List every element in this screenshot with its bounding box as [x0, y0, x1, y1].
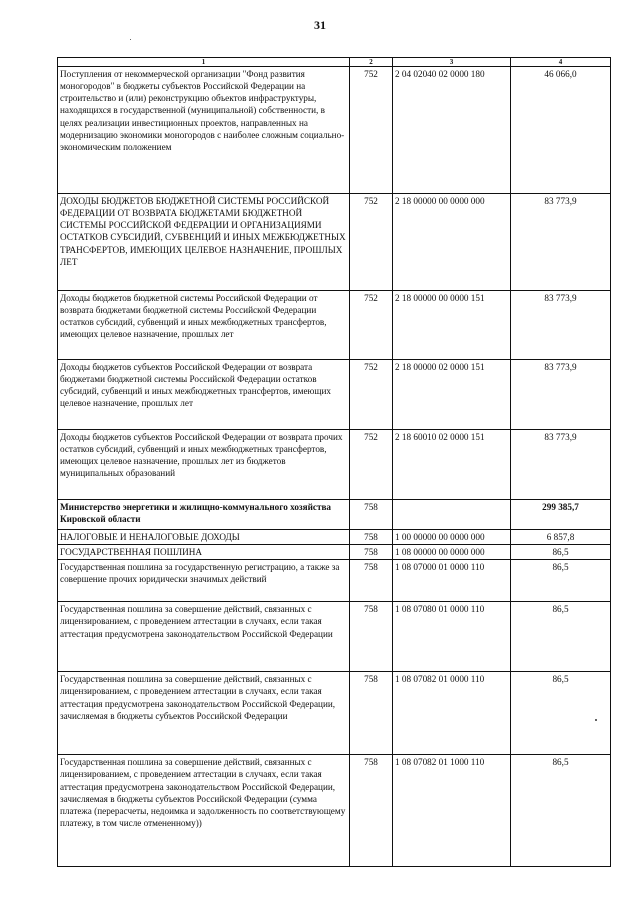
table-row [58, 430, 611, 500]
row-name: Государственная пошлина за совершение действий, связанных с лицензированием, с проведением аттестации в случаях, если такая аттестация предусмотрена законодательством Российской Федерации [58, 602, 350, 672]
row-name: Государственная пошлина за государственную регистрацию, а также за совершение прочих юридически значимых действий [58, 560, 350, 602]
row-admin-code: 758 [350, 560, 393, 602]
row-amount: 86,5 [511, 672, 611, 755]
row-name: Министерство энергетики и жилищно-коммунального хозяйства Кировской области [58, 500, 350, 530]
column-number-row [58, 58, 611, 67]
row-admin-code: 752 [350, 194, 393, 291]
row-budget-code: 1 08 07082 01 0000 110 [393, 672, 511, 755]
table-row [58, 602, 611, 672]
table-row [58, 360, 611, 430]
table-row [58, 530, 611, 545]
row-amount: 83 773,9 [511, 430, 611, 500]
row-name: Государственная пошлина за совершение действий, связанных с лицензированием, с проведением аттестации в случаях, если такая аттестация предусмотрена законодательством Российской Федерации, зачисляемая в бюджеты субъектов Российской Федерации (сумма платежа (перерасчеты, недоимка и задолженность по соответствующему платежу, в том числе отмененному)) [58, 755, 350, 867]
table-row [58, 291, 611, 360]
row-budget-code: 2 18 00000 02 0000 151 [393, 360, 511, 430]
column-number: 3 [393, 58, 511, 67]
row-admin-code: 758 [350, 602, 393, 672]
row-amount: 46 066,0 [511, 67, 611, 194]
row-name: Доходы бюджетов субъектов Российской Федерации от возврата бюджетами бюджетной системы Российской Федерации остатков субсидий, субвенций и иных межбюджетных трансфертов, имеющих целевое назначение, прошлых лет [58, 360, 350, 430]
row-budget-code: 2 18 00000 00 0000 151 [393, 291, 511, 360]
table-row [58, 672, 611, 755]
column-number: 4 [511, 58, 611, 67]
row-name: Доходы бюджетов субъектов Российской Федерации от возврата прочих остатков субсидий, субвенций и иных межбюджетных трансфертов, имеющих целевое назначение, прошлых лет из бюджетов муниципальных образований [58, 430, 350, 500]
row-name: ГОСУДАРСТВЕННАЯ ПОШЛИНА [58, 545, 350, 560]
column-number: 1 [58, 58, 350, 67]
row-amount: 83 773,9 [511, 194, 611, 291]
row-amount: 6 857,8 [511, 530, 611, 545]
row-amount: 83 773,9 [511, 291, 611, 360]
row-name: Доходы бюджетов бюджетной системы Российской Федерации от возврата бюджетами бюджетной системы Российской Федерации остатков субсидий, субвенций и иных межбюджетных трансфертов, имеющих целевое назначение, прошлых лет [58, 291, 350, 360]
row-budget-code: 1 08 00000 00 0000 000 [393, 545, 511, 560]
table-row [58, 560, 611, 602]
row-amount: 299 385,7 [511, 500, 611, 530]
row-budget-code: 2 18 00000 00 0000 000 [393, 194, 511, 291]
row-budget-code: 1 08 07082 01 1000 110 [393, 755, 511, 867]
row-name: ДОХОДЫ БЮДЖЕТОВ БЮДЖЕТНОЙ СИСТЕМЫ РОССИЙСКОЙ ФЕДЕРАЦИИ ОТ ВОЗВРАТА БЮДЖЕТАМИ БЮДЖЕТНОЙ СИСТЕМЫ РОССИЙСКОЙ ФЕДЕРАЦИИ И ОРГАНИЗАЦИЯМИ ОСТАТКОВ СУБСИДИЙ, СУБВЕНЦИЙ И ИНЫХ МЕЖБЮДЖЕТНЫХ ТРАНСФЕРТОВ, ИМЕЮЩИХ ЦЕЛЕВОЕ НАЗНАЧЕНИЕ, ПРОШЛЫХ ЛЕТ [58, 194, 350, 291]
row-amount: 83 773,9 [511, 360, 611, 430]
page-number: 31 [314, 18, 326, 32]
row-amount: 86,5 [511, 755, 611, 867]
table-row [58, 67, 611, 194]
row-admin-code: 752 [350, 291, 393, 360]
row-admin-code: 752 [350, 360, 393, 430]
column-number: 2 [350, 58, 393, 67]
row-admin-code: 758 [350, 672, 393, 755]
row-name: Государственная пошлина за совершение действий, связанных с лицензированием, с проведением аттестации в случаях, если такая аттестация предусмотрена законодательством Российской Федерации, зачисляемая в бюджеты субъектов Российской Федерации [58, 672, 350, 755]
row-budget-code: 1 08 07080 01 0000 110 [393, 602, 511, 672]
row-budget-code: 1 08 07000 01 0000 110 [393, 560, 511, 602]
row-amount: 86,5 [511, 545, 611, 560]
row-name: НАЛОГОВЫЕ И НЕНАЛОГОВЫЕ ДОХОДЫ [58, 530, 350, 545]
row-budget-code: 1 00 00000 00 0000 000 [393, 530, 511, 545]
row-budget-code: 2 18 60010 02 0000 151 [393, 430, 511, 500]
row-admin-code: 758 [350, 500, 393, 530]
row-budget-code: 2 04 02040 02 0000 180 [393, 67, 511, 194]
row-name: Поступления от некоммерческой организации "Фонд развития моногородов" в бюджеты субъектов Российской Федерации на строительство и (или) реконструкцию объектов инфраструктуры, находящихся в государственной (муниципальной) собственности, в целях реализации инвестиционных проектов, направленных на модернизацию экономики моногородов с наиболее сложным социально-экономическим положением [58, 67, 350, 194]
row-budget-code [393, 500, 511, 530]
row-amount: 86,5 [511, 602, 611, 672]
row-admin-code: 758 [350, 545, 393, 560]
scan-speck [595, 719, 597, 721]
table-row [58, 194, 611, 291]
row-admin-code: 752 [350, 67, 393, 194]
row-admin-code: 758 [350, 755, 393, 867]
revenue-table [57, 57, 611, 867]
table-row [58, 545, 611, 560]
table-row [58, 500, 611, 530]
table-row [58, 755, 611, 867]
row-admin-code: 752 [350, 430, 393, 500]
row-admin-code: 758 [350, 530, 393, 545]
row-amount: 86,5 [511, 560, 611, 602]
scan-speck [130, 39, 131, 40]
